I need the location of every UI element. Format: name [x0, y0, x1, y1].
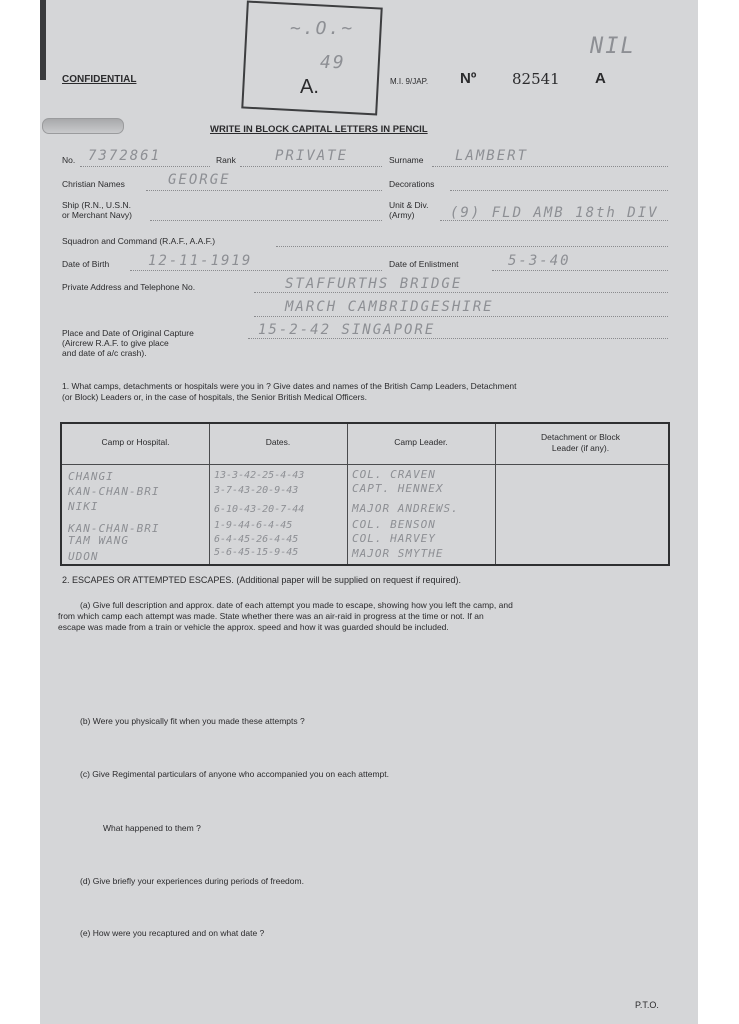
- page-edge-shadow: [40, 0, 46, 80]
- capture-label-1: Place and Date of Original Capture: [62, 328, 194, 338]
- table-cell-camp: KAN-CHAN-BRI: [68, 522, 160, 535]
- enlistment-label: Date of Enlistment: [389, 259, 459, 269]
- ship-label-1: Ship (R.N., U.S.N.: [62, 200, 131, 210]
- camps-table: [60, 422, 670, 566]
- enlistment-value: 5-3-40: [508, 253, 571, 269]
- q2-heading: 2. ESCAPES OR ATTEMPTED ESCAPES. (Additional paper will be supplied on request if required).: [62, 575, 462, 585]
- q2a-line-3: escape was made from a train or vehicle the approx. speed and how it was guarded should be included.: [58, 622, 449, 632]
- christian-names-value: GEORGE: [168, 172, 231, 188]
- ref-code: M.I. 9/JAP.: [390, 77, 429, 86]
- unit-label-2: (Army): [389, 210, 415, 220]
- unit-value: (9) FLD AMB 18th DIV: [450, 205, 659, 221]
- form-number: 82541: [512, 70, 560, 88]
- confidential-label: CONFIDENTIAL: [62, 74, 137, 85]
- q2b-text: (b) Were you physically fit when you made these attempts ?: [80, 716, 305, 726]
- nil-note: NIL: [590, 34, 636, 59]
- table-cell-dates: 6-4-45-26-4-45: [214, 534, 299, 545]
- rank-label: Rank: [216, 155, 236, 165]
- table-cell-camp: TAM WANG: [68, 534, 129, 547]
- q2c-sub-text: What happened to them ?: [103, 823, 201, 833]
- no-label: No.: [62, 155, 76, 165]
- col-header-dates: Dates.: [265, 437, 291, 447]
- table-cell-camp: UDON: [68, 550, 99, 563]
- col-header-detachment-2: Leader (if any).: [551, 443, 610, 453]
- dob-label: Date of Birth: [62, 259, 110, 269]
- q1-line-2: (or Block) Leaders or, in the case of hospitals, the Senior British Medical Officers.: [62, 392, 368, 402]
- q2c-text: (c) Give Regimental particulars of anyone who accompanied you on each attempt.: [80, 769, 389, 779]
- christian-names-label: Christian Names: [62, 179, 125, 189]
- col-header-leader: Camp Leader.: [394, 437, 448, 447]
- table-cell-camp: NIKI: [68, 500, 99, 513]
- q2d-text: (d) Give briefly your experiences during periods of freedom.: [80, 876, 304, 886]
- no-value: 7372861: [88, 148, 162, 164]
- table-cell-dates: 3-7-43-20-9-43: [214, 485, 299, 496]
- ship-label-2: or Merchant Navy): [62, 210, 132, 220]
- surname-value: LAMBERT: [455, 148, 529, 164]
- surname-label: Surname: [389, 155, 424, 165]
- squadron-label: Squadron and Command (R.A.F., A.A.F.): [62, 236, 216, 246]
- q1-line-1: 1. What camps, detachments or hospitals were you in ? Give dates and names of the British Camp Leaders, Detachment: [62, 381, 517, 391]
- table-cell-camp: KAN-CHAN-BRI: [68, 485, 160, 498]
- form-number-suffix: A: [595, 70, 606, 87]
- address-line-1: STAFFURTHS BRIDGE: [285, 276, 463, 292]
- decorations-label: Decorations: [389, 179, 435, 189]
- table-cell-dates: 5-6-45-15-9-45: [214, 547, 299, 558]
- q2a-line-2: from which camp each attempt was made. State whether there was an air-raid in progress at the time or not. If an: [58, 611, 484, 621]
- table-cell-leader: COL. HARVEY: [352, 532, 436, 545]
- table-cell-camp: CHANGI: [68, 470, 114, 483]
- stamp-top-mark: ~.O.~: [290, 18, 355, 39]
- address-label: Private Address and Telephone No.: [62, 282, 196, 292]
- table-cell-leader: COL. CRAVEN: [352, 468, 436, 481]
- table-cell-leader: MAJOR SMYTHE: [352, 547, 444, 560]
- stamp-mid-mark: 49: [320, 52, 346, 73]
- capture-label-3: and date of a/c crash).: [62, 348, 147, 358]
- instruction-heading: WRITE IN BLOCK CAPITAL LETTERS IN PENCIL: [210, 124, 428, 135]
- table-cell-leader: CAPT. HENNEX: [352, 482, 444, 495]
- table-cell-leader: MAJOR ANDREWS.: [352, 502, 459, 515]
- punch-hole: [42, 118, 124, 134]
- number-label: Nº: [460, 70, 477, 87]
- capture-value: 15-2-42 SINGAPORE: [258, 322, 436, 338]
- unit-label-1: Unit & Div.: [389, 200, 429, 210]
- table-cell-leader: COL. BENSON: [352, 518, 436, 531]
- dob-value: 12-11-1919: [148, 253, 253, 269]
- rank-value: PRIVATE: [275, 148, 349, 164]
- pto-label: P.T.O.: [635, 1000, 659, 1010]
- col-header-detachment: Detachment or Block: [541, 432, 620, 442]
- address-line-2: MARCH CAMBRIDGESHIRE: [285, 299, 494, 315]
- q2e-text: (e) How were you recaptured and on what date ?: [80, 928, 265, 938]
- table-cell-dates: 1-9-44-6-4-45: [214, 520, 293, 531]
- table-cell-dates: 6-10-43-20-7-44: [214, 504, 305, 515]
- table-cell-dates: 13-3-42-25-4-43: [214, 470, 305, 481]
- col-header-camp: Camp or Hospital.: [101, 437, 170, 447]
- q2a-line-1: (a) Give full description and approx. date of each attempt you made to escape, showing how you left the camp, and: [80, 600, 513, 610]
- stamp-letter: A.: [300, 76, 319, 98]
- capture-label-2: (Aircrew R.A.F. to give place: [62, 338, 169, 348]
